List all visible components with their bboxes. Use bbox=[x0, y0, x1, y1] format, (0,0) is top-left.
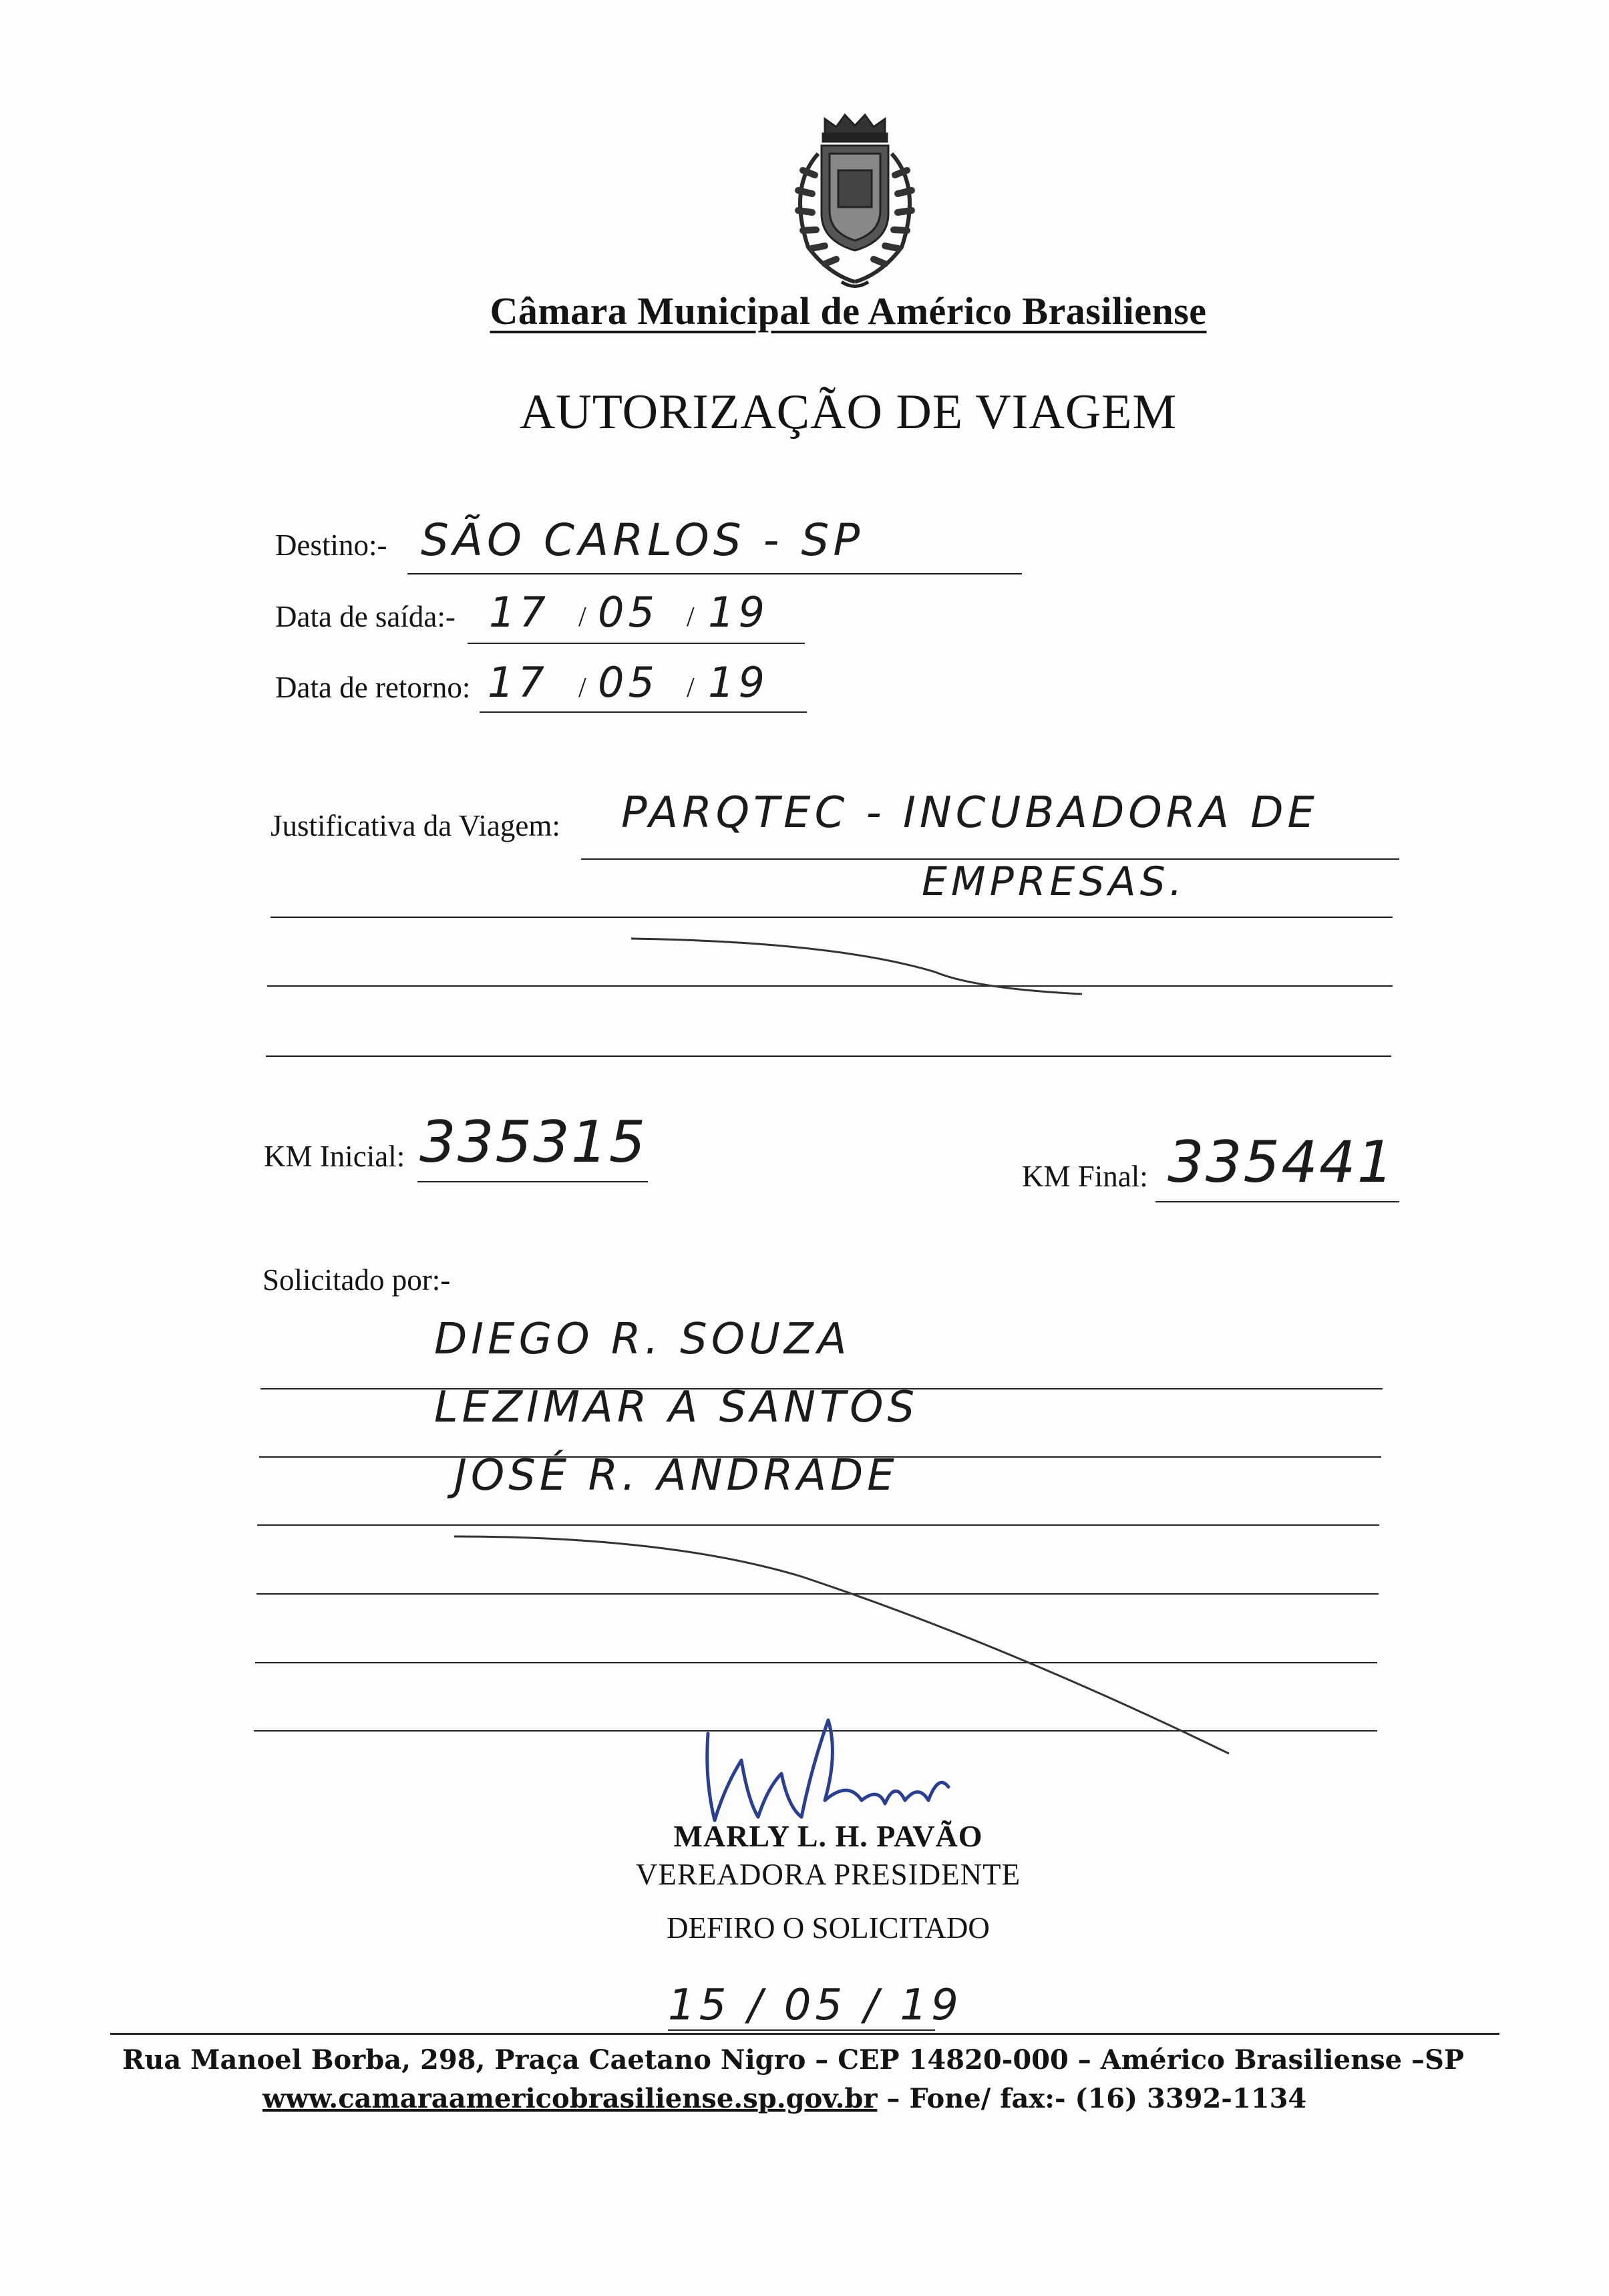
date-separator: / bbox=[578, 602, 586, 633]
destino-label: Destino:- bbox=[275, 528, 387, 562]
solicitado-label: Solicitado por:- bbox=[262, 1263, 451, 1297]
data-retorno-year[interactable]: 19 bbox=[708, 658, 769, 707]
data-saida-year[interactable]: 19 bbox=[708, 588, 769, 637]
data-saida-label: Data de saída:- bbox=[275, 600, 456, 633]
justificativa-label: Justificativa da Viagem: bbox=[271, 809, 560, 842]
footer-phone: – Fone/ fax:- (16) 3392-1134 bbox=[886, 2083, 1307, 2114]
footer-contact bbox=[262, 2083, 1306, 2114]
footer-address: Rua Manoel Borba, 298, Praça Caetano Nigro – CEP 14820-000 – Américo Brasiliense –SP bbox=[122, 2044, 1465, 2076]
justificativa-text-line2[interactable]: EMPRESAS. bbox=[922, 858, 1186, 905]
km-inicial-value[interactable]: 335315 bbox=[419, 1109, 647, 1176]
approval-date-line bbox=[668, 2029, 935, 2031]
solicitante-name-1[interactable]: DIEGO R. SOUZA bbox=[434, 1315, 851, 1364]
data-saida-day[interactable]: 17 bbox=[489, 588, 550, 637]
signatory-role: VEREADORA PRESIDENTE bbox=[635, 1858, 1021, 1891]
data-retorno-day[interactable]: 17 bbox=[488, 658, 548, 707]
signatory-name: MARLY L. H. PAVÃO bbox=[673, 1819, 983, 1853]
document-title: AUTORIZAÇÃO DE VIAGEM bbox=[519, 385, 1178, 440]
data-retorno-label: Data de retorno: bbox=[275, 671, 471, 704]
destino-value[interactable]: SÃO CARLOS - SP bbox=[421, 514, 864, 566]
solicitante-name-3[interactable]: JOSÉ R. ANDRADE bbox=[454, 1451, 898, 1500]
data-retorno-month[interactable]: 05 bbox=[598, 658, 659, 707]
date-separator: / bbox=[687, 673, 695, 703]
data-saida-month[interactable]: 05 bbox=[598, 588, 659, 637]
km-inicial-label: KM Inicial: bbox=[264, 1140, 405, 1173]
footer-website-link[interactable]: www.camaraamericobrasiliense.sp.gov.br bbox=[262, 2083, 878, 2114]
justificativa-text-line1[interactable]: PARQTEC - INCUBADORA DE bbox=[621, 788, 1318, 838]
date-separator: / bbox=[687, 602, 695, 633]
km-final-value[interactable]: 335441 bbox=[1168, 1129, 1395, 1196]
solicitante-name-2[interactable]: LEZIMAR A SANTOS bbox=[434, 1383, 919, 1432]
organization-name: Câmara Municipal de Américo Brasiliense bbox=[490, 289, 1207, 333]
approval-date[interactable]: 15 / 05 / 19 bbox=[668, 1981, 962, 2030]
approval-text: DEFIRO O SOLICITADO bbox=[667, 1911, 990, 1945]
footer-divider bbox=[110, 2033, 1499, 2035]
date-separator: / bbox=[578, 673, 586, 703]
km-final-label: KM Final: bbox=[1022, 1160, 1148, 1193]
